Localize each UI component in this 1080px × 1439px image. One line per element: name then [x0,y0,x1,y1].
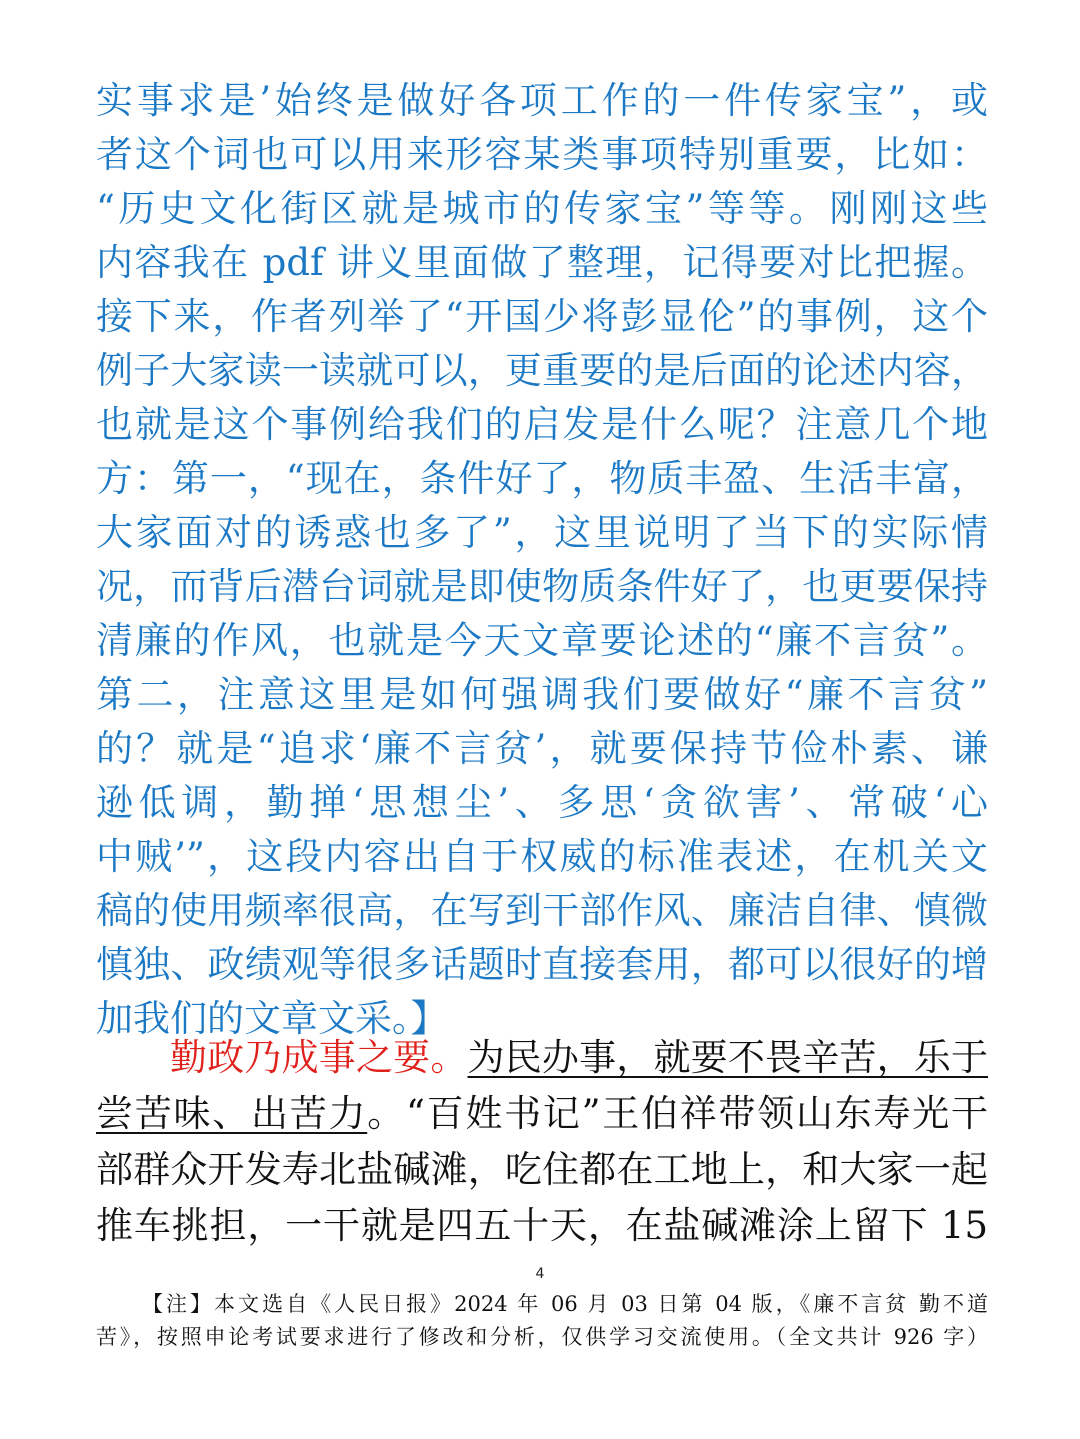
analysis-line: “历史文化街区就是城市的传家宝”等等。刚刚这些 [96,187,988,230]
section-heading: 勤政乃成事之要。 [170,1036,468,1079]
analysis-commentary [96,74,988,1046]
analysis-line: 接下来，作者列举了“开国少将彭显伦”的事例，这个 [96,295,988,338]
paragraph-line-3: 部群众开发寿北盐碱滩，吃住都在工地上，和大家一起 [96,1148,988,1191]
analysis-line: 方：第一，“现在，条件好了，物质丰盈、生活丰富， [96,457,988,500]
analysis-line: 也就是这个事例给我们的启发是什么呢？注意几个地 [96,403,988,446]
underlined-key-sentence: 为民办事，就要不畏辛苦，乐于 [467,1036,988,1079]
page-number: 4 [535,1266,545,1282]
analysis-line: 者这个词也可以用来形容某类事项特别重要，比如： [96,133,988,176]
analysis-line: 慎独、政绩观等很多话题时直接套用，都可以很好的增 [96,943,988,986]
analysis-line: 况，而背后潜台词就是即使物质条件好了，也更要保持 [96,565,988,608]
analysis-line: 逊低调，勤掸‘思想尘’、多思‘贪欲害’、常破‘心 [96,781,988,824]
analysis-line: 例子大家读一读就可以，更重要的是后面的论述内容， [96,349,988,392]
analysis-line: 第二，注意这里是如何强调我们要做好“廉不言贫” [96,673,988,716]
analysis-line: 的？就是“追求‘廉不言贫’，就要保持节俭朴素、谦 [96,727,988,770]
paragraph-line-4: 推车挑担，一干就是四五十天，在盐碱滩涂上留下 15 [96,1204,988,1247]
analysis-line: 内容我在 pdf 讲义里面做了整理，记得要对比把握。 [96,241,988,284]
footnote-line: 苦》，按照申论考试要求进行了修改和分析，仅供学习交流使用。（全文共计 926 字） [96,1325,988,1349]
analysis-line: 中贼’”，这段内容出自于权威的标准表述，在机关文 [96,835,988,878]
paragraph-line-1 [96,1030,988,1086]
analysis-line: 加我们的文章文采。】 [96,997,448,1040]
paragraph-line-2 [96,1086,988,1142]
analysis-line: 稿的使用频率很高，在写到干部作风、廉洁自律、慎微 [96,889,988,932]
analysis-line: 实事求是’始终是做好各项工作的一件传家宝”，或 [96,79,988,122]
analysis-line: 大家面对的诱惑也多了”，这里说明了当下的实际情 [96,511,988,554]
underlined-key-sentence-end: 尝苦味、出苦力 [96,1092,368,1135]
article-paragraph [96,1030,988,1254]
paragraph-text: 。“百姓书记”王伯祥带领山东寿光干 [367,1092,988,1135]
footnote [96,1288,988,1354]
analysis-line: 清廉的作风，也就是今天文章要论述的“廉不言贫”。 [96,619,988,662]
footnote-line: 【注】本文选自《人民日报》2024 年 06 月 03 日第 04 版，《廉不言贫 勤不道 [142,1292,988,1316]
